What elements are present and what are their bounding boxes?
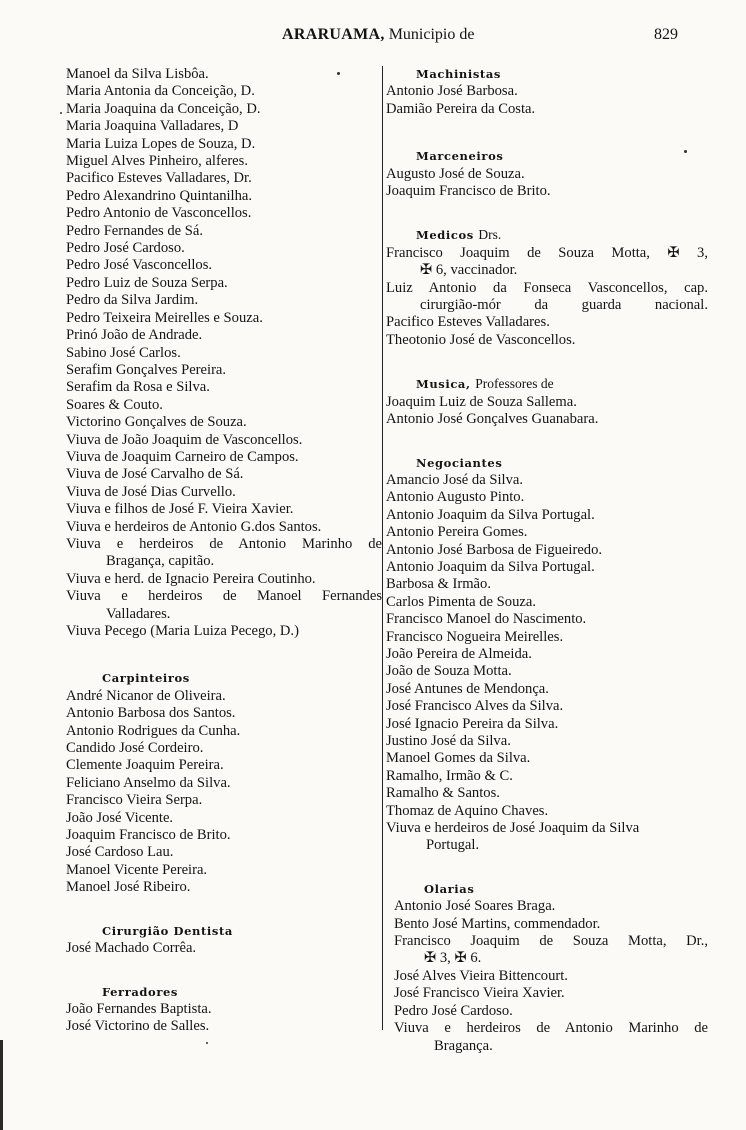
section-heading-cirurgiao-dentista: Cirurgião Dentista [102,923,233,938]
section-heading-olarias: Olarias [424,881,475,896]
list-item: José Cardoso Lau. [66,844,174,861]
list-item: Pedro Alexandrino Quintanilha. [66,187,253,204]
list-item: Antonio José Gonçalves Guanabara. [386,411,599,428]
list-item: Ramalho & Santos. [386,785,500,802]
heading-suffix: Drs. [478,227,502,243]
list-item: Barbosa & Irmão. [386,576,491,593]
list-item: Maria Antonia da Conceição, D. [66,83,255,100]
heading-label: Musica, [416,377,471,392]
list-item: Soares & Couto. [66,396,163,413]
list-item: João de Souza Motta. [386,663,512,680]
list-item: Joaquim Francisco de Brito. [66,827,231,844]
list-item: Serafim da Rosa e Silva. [66,379,210,396]
list-item: Pacifico Esteves Valladares, Dr. [66,170,252,187]
list-item: Antonio Pereira Gomes. [386,524,528,541]
page-header [0,26,746,50]
left-column [66,66,382,1036]
list-item: Augusto José de Souza. [386,165,525,182]
list-item: Francisco Manoel do Nascimento. [386,611,587,628]
list-item: José Francisco Alves da Silva. [386,698,564,715]
list-item: Serafim Gonçalves Pereira. [66,361,227,378]
list-item: Justino José da Silva. [386,733,511,749]
list-item: Clemente Joaquim Pereira. [66,757,224,774]
list-item: Francisco Joaquim de Souza Motta, Dr., [394,933,708,950]
list-item: Viuva Pecego (Maria Luiza Pecego, D.) [66,623,299,639]
list-item: Pedro José Vasconcellos. [66,257,213,274]
list-item: Manoel Vicente Pereira. [66,861,208,878]
list-item: Feliciano Anselmo da Silva. [66,774,231,791]
list-item: Manoel José Ribeiro. [66,879,191,896]
list-item: José Victorino de Salles. [66,1018,210,1035]
list-item: Francisco Joaquim de Souza Motta, ✠ 3, [386,244,708,261]
list-item: José Francisco Vieira Xavier. [394,985,565,1002]
print-speck [337,72,340,75]
olarias-list [386,898,708,1055]
list-item-continuation: ✠ 3, ✠ 6. [424,950,482,967]
section-heading-marceneiros: Marceneiros [416,149,504,164]
list-item: Francisco Vieira Serpa. [66,792,203,809]
print-speck [60,112,62,114]
list-item-continuation: Valladares. [106,605,171,622]
list-item: José Ignacio Pereira da Silva. [386,715,559,732]
list-item: Luiz Antonio da Fonseca Vasconcellos, cap. [386,279,708,296]
list-item: Miguel Alves Pinheiro, alferes. [66,153,248,170]
list-item: Antonio Joaquim da Silva Portugal. [386,506,595,523]
page-number: 829 [654,26,678,43]
list-item-continuation: Bragança, capitão. [106,553,215,570]
list-item: Antonio Rodrigues da Cunha. [66,722,241,739]
list-item: Viuva e herdeiros de Antonio Marinho de [66,535,382,552]
list-item: Pedro Fernandes de Sá. [66,222,203,239]
column-divider [382,66,383,1030]
town-name: ARARUAMA, [282,26,385,43]
list-item: José Alves Vieira Bittencourt. [394,967,568,984]
print-speck [684,150,687,153]
list-item: Viuva de Joaquim Carneiro de Campos. [66,448,299,465]
section-heading-medicos [386,226,708,244]
list-item-continuation: Portugal. [426,837,480,854]
list-item-continuation: Bragança. [434,1037,493,1054]
list-item: Amancio José da Silva. [386,471,523,488]
list-item: José Machado Corrêa. [66,940,197,957]
section-heading-machinistas: Machinistas [416,67,501,81]
list-item: Joaquim Francisco de Brito. [386,183,551,200]
list-item: Viuva e herdeiros de Antonio Marinho de [394,1020,708,1037]
list-item: João Fernandes Baptista. [66,1000,212,1017]
list-item: Viuva e filhos de José F. Vieira Xavier. [66,501,294,518]
section-heading-carpinteiros: Carpinteiros [102,671,190,686]
section-heading-musica [386,375,708,393]
list-item: Viuva de José Dias Curvello. [66,483,236,500]
heading-label: Medicos [416,228,474,243]
list-item: Ramalho, Irmão & C. [386,767,513,784]
list-item: João Pereira de Almeida. [386,645,532,662]
list-item: Sabino José Carlos. [66,344,181,361]
list-item: Manoel da Silva Lisbôa. [66,66,209,82]
right-column [386,66,708,1055]
list-item: Pedro Luiz de Souza Serpa. [66,274,228,291]
section-heading-ferradores: Ferradores [102,984,178,999]
list-item: Pedro Antonio de Vasconcellos. [66,205,252,222]
print-speck [206,1042,208,1044]
list-item: Viuva e herd. de Ignacio Pereira Coutinho. [66,570,316,587]
list-item: Antonio Barbosa dos Santos. [66,705,236,722]
list-item-continuation: cirurgião-mór da guarda nacional. [420,297,708,314]
list-item: Antonio José Soares Braga. [394,898,556,915]
list-item: Damião Pereira da Costa. [386,100,536,117]
list-item: Pedro da Silva Jardim. [66,292,199,309]
list-item: Bento José Martins, commendador. [394,915,601,932]
list-item: Joaquim Luiz de Souza Sallema. [386,393,577,410]
list-item: Viuva de José Carvalho de Sá. [66,466,244,483]
list-item: Pacifico Esteves Valladares. [386,314,550,331]
list-item: Antonio Augusto Pinto. [386,489,525,506]
list-item: Francisco Nogueira Meirelles. [386,628,564,645]
list-item: Victorino Gonçalves de Souza. [66,414,247,431]
list-item: Theotonio José de Vasconcellos. [386,331,576,348]
list-item-continuation: ✠ 6, vaccinador. [420,262,518,279]
list-item: Pedro José Cardoso. [394,1002,513,1019]
list-item: André Nicanor de Oliveira. [66,687,226,704]
list-item: Candido José Cordeiro. [66,740,204,757]
list-item: Viuva e herdeiros de Manoel Fernandes [66,588,382,605]
municipality-label: Municipio de [388,26,475,43]
running-title [282,26,474,44]
page-binding-edge [0,1040,3,1130]
list-item: Antonio José Barbosa. [386,83,518,100]
list-item: José Antunes de Mendonça. [386,680,549,697]
list-item: Pedro José Cardoso. [66,240,185,257]
list-item: Viuva e herdeiros de Antonio G.dos Santos. [66,518,322,535]
section-heading-negociantes: Negociantes [416,455,503,470]
list-item: Manoel Gomes da Silva. [386,750,531,767]
list-item: Viuva de João Joaquim de Vasconcellos. [66,431,303,448]
list-item: Antonio José Barbosa de Figueiredo. [386,541,603,558]
list-item: Pedro Teixeira Meirelles e Souza. [66,309,263,326]
list-item: Thomaz de Aquino Chaves. [386,802,549,819]
heading-suffix: Professores de [475,376,554,392]
list-item: Maria Joaquina da Conceição, D. [66,100,261,117]
list-item: João José Vicente. [66,809,174,826]
list-item: Antonio Joaquim da Silva Portugal. [386,558,595,575]
list-item: Maria Joaquina Valladares, D [66,118,239,135]
list-item: Maria Luiza Lopes de Souza, D. [66,135,256,152]
list-item: Viuva e herdeiros de José Joaquim da Silva [386,820,640,837]
list-item: Carlos Pimenta de Souza. [386,593,536,610]
list-item: Prinó João de Andrade. [66,327,203,344]
